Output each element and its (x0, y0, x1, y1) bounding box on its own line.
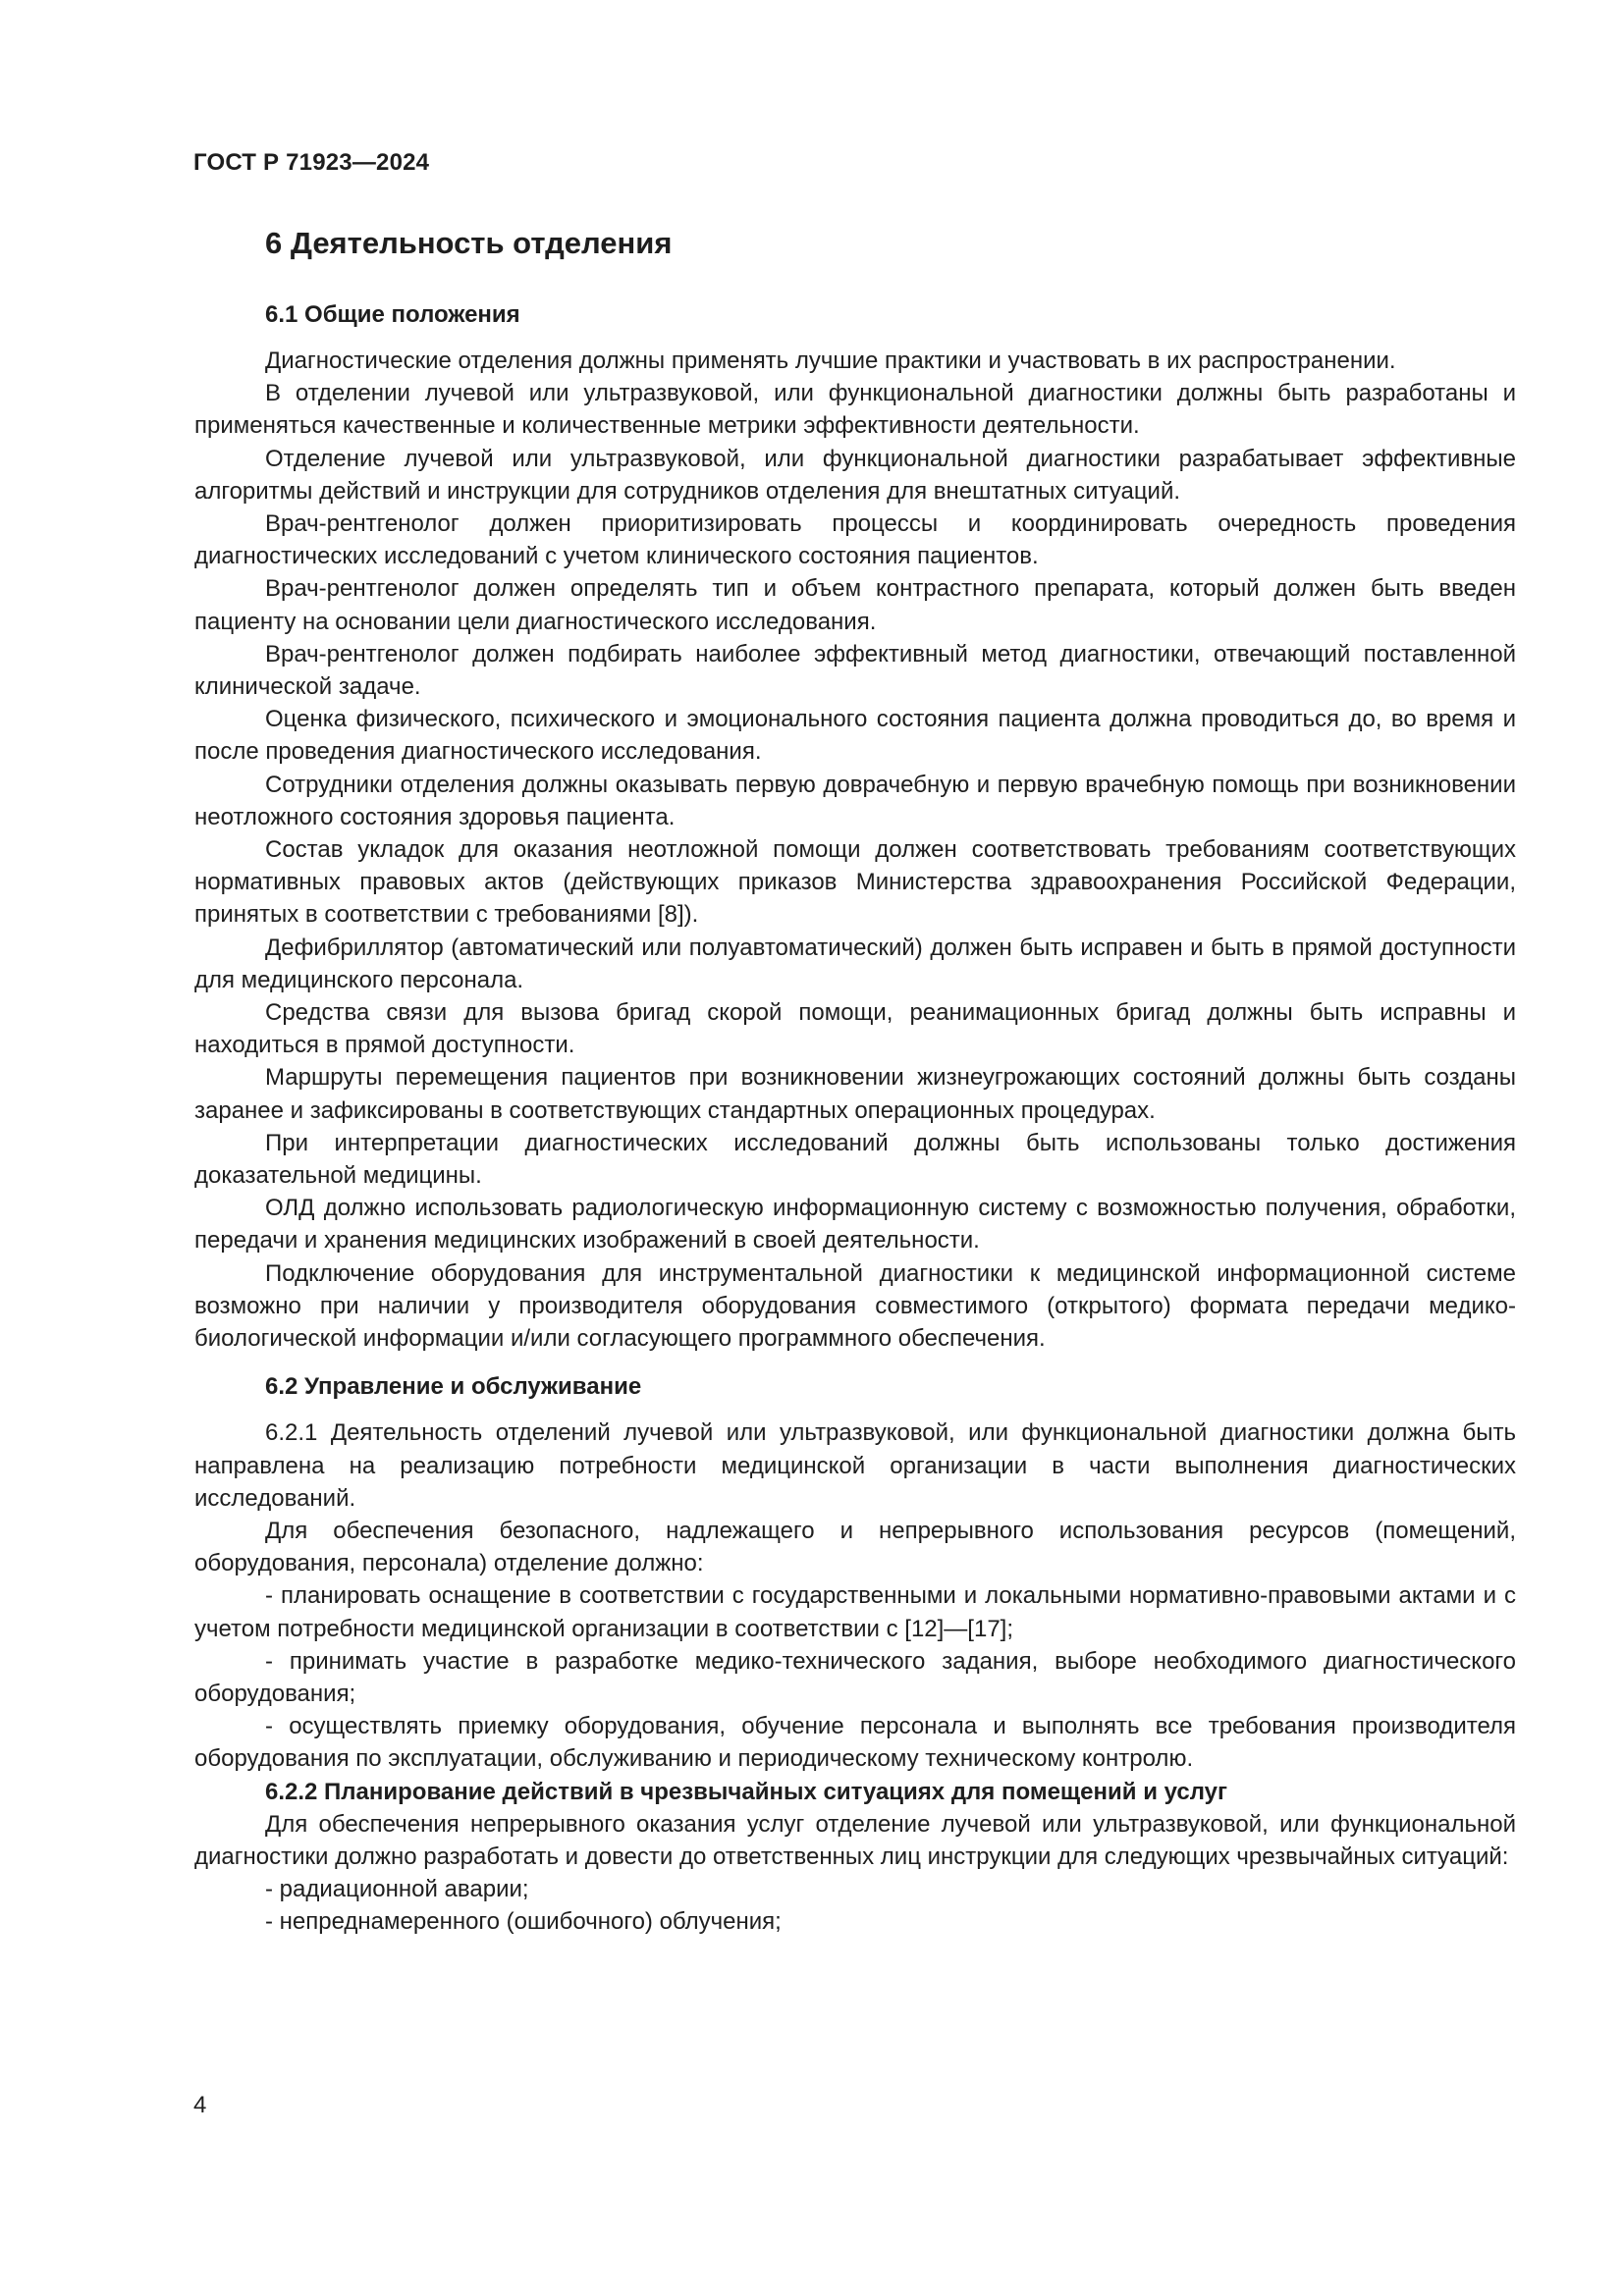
paragraph: Врач-рентгенолог должен подбирать наиболее эффективный метод диагностики, отвечающий поставленной клинической задаче. (194, 640, 1516, 701)
list-item: - непреднамеренного (ошибочного) облучения; (265, 1908, 782, 1936)
paragraph: Врач-рентгенолог должен приоритизировать процессы и координировать очередность проведения диагностических исследований с учетом клинического состояния пациентов. (194, 510, 1516, 570)
paragraph: Для обеспечения непрерывного оказания услуг отделение лучевой или ультразвуковой, или функциональной диагностики должно разработать и довести до ответственных лиц инструкции для следующих чрезвычайных ситуаций: (194, 1810, 1516, 1870)
subsection-6-2-title: 6.2 Управление и обслуживание (265, 1373, 642, 1401)
paragraph: Оценка физического, психического и эмоционального состояния пациента должна проводиться до, во время и после проведения диагностического исследования. (194, 706, 1516, 766)
paragraph: Сотрудники отделения должны оказывать первую доврачебную и первую врачебную помощь при возникновении неотложного состояния здоровья пациента. (194, 771, 1516, 830)
list-item: - планировать оснащение в соответствии с государственными и локальными нормативно-правовыми актами и с учетом потребности медицинской организации в соответствии с [12]—[17]; (194, 1582, 1516, 1642)
list-item: - осуществлять приемку оборудования, обучение персонала и выполнять все требования производителя оборудования по эксплуатации, обслуживанию и периодическому техническому контролю. (194, 1713, 1516, 1773)
page-number: 4 (193, 2092, 207, 2118)
clause-6-2-2-title: 6.2.2 Планирование действий в чрезвычайных ситуациях для помещений и услуг (265, 1778, 1227, 1805)
paragraph: При интерпретации диагностических исследований должны быть использованы только достижения доказательной медицины. (194, 1129, 1516, 1190)
paragraph: Врач-рентгенолог должен определять тип и объем контрастного препарата, который должен быть введен пациенту на основании цели диагностического исследования. (194, 575, 1516, 635)
page-content (194, 224, 1516, 1939)
paragraph: Состав укладок для оказания неотложной помощи должен соответствовать требованиям соответствующих нормативных правовых актов (действующих приказов Министерства здравоохранения Российской Федерации, принятых в соответствии с требованиями [8]). (194, 836, 1516, 929)
paragraph: Отделение лучевой или ультразвуковой, или функциональной диагностики разрабатывает эффективные алгоритмы действий и инструкции для сотрудников отделения для внештатных ситуаций. (194, 445, 1516, 505)
paragraph: Диагностические отделения должны применять лучшие практики и участвовать в их распространении. (265, 347, 1396, 374)
list-item: - принимать участие в разработке медико-технического задания, выборе необходимого диагностического оборудования; (194, 1647, 1516, 1707)
standard-header: ГОСТ Р 71923—2024 (193, 149, 430, 176)
clause-6-2-1-paragraph: 6.2.1 Деятельность отделений лучевой или ультразвуковой, или функциональной диагностики должна быть направлена на реализацию потребности медицинской организации в части выполнения диагностических исследований. (194, 1419, 1516, 1512)
section-title: 6 Деятельность отделения (265, 226, 673, 260)
paragraph: ОЛД должно использовать радиологическую информационную систему с возможностью получения, обработки, передачи и хранения медицинских изображений в своей деятельности. (194, 1195, 1516, 1255)
paragraph: Для обеспечения безопасного, надлежащего и непрерывного использования ресурсов (помещений, оборудования, персонала) отделение должно: (194, 1517, 1516, 1577)
paragraph: В отделении лучевой или ультразвуковой, или функциональной диагностики должны быть разработаны и применяться качественные и количественные метрики эффективности деятельности. (194, 380, 1516, 440)
paragraph: Средства связи для вызова бригад скорой помощи, реанимационных бригад должны быть исправны и находиться в прямой доступности. (194, 999, 1516, 1059)
paragraph: Маршруты перемещения пациентов при возникновении жизнеугрожающих состояний должны быть созданы заранее и зафиксированы в соответствующих стандартных операционных процедурах. (194, 1064, 1516, 1124)
paragraph: Подключение оборудования для инструментальной диагностики к медицинской информационной системе возможно при наличии у производителя оборудования совместимого (открытого) формата передачи медико-биологической информации и/или согласующего программного обеспечения. (194, 1259, 1516, 1353)
list-item: - радиационной аварии; (265, 1876, 529, 1903)
paragraph: Дефибриллятор (автоматический или полуавтоматический) должен быть исправен и быть в прямой доступности для медицинского персонала. (194, 934, 1516, 993)
subsection-6-1-title: 6.1 Общие положения (265, 301, 520, 328)
